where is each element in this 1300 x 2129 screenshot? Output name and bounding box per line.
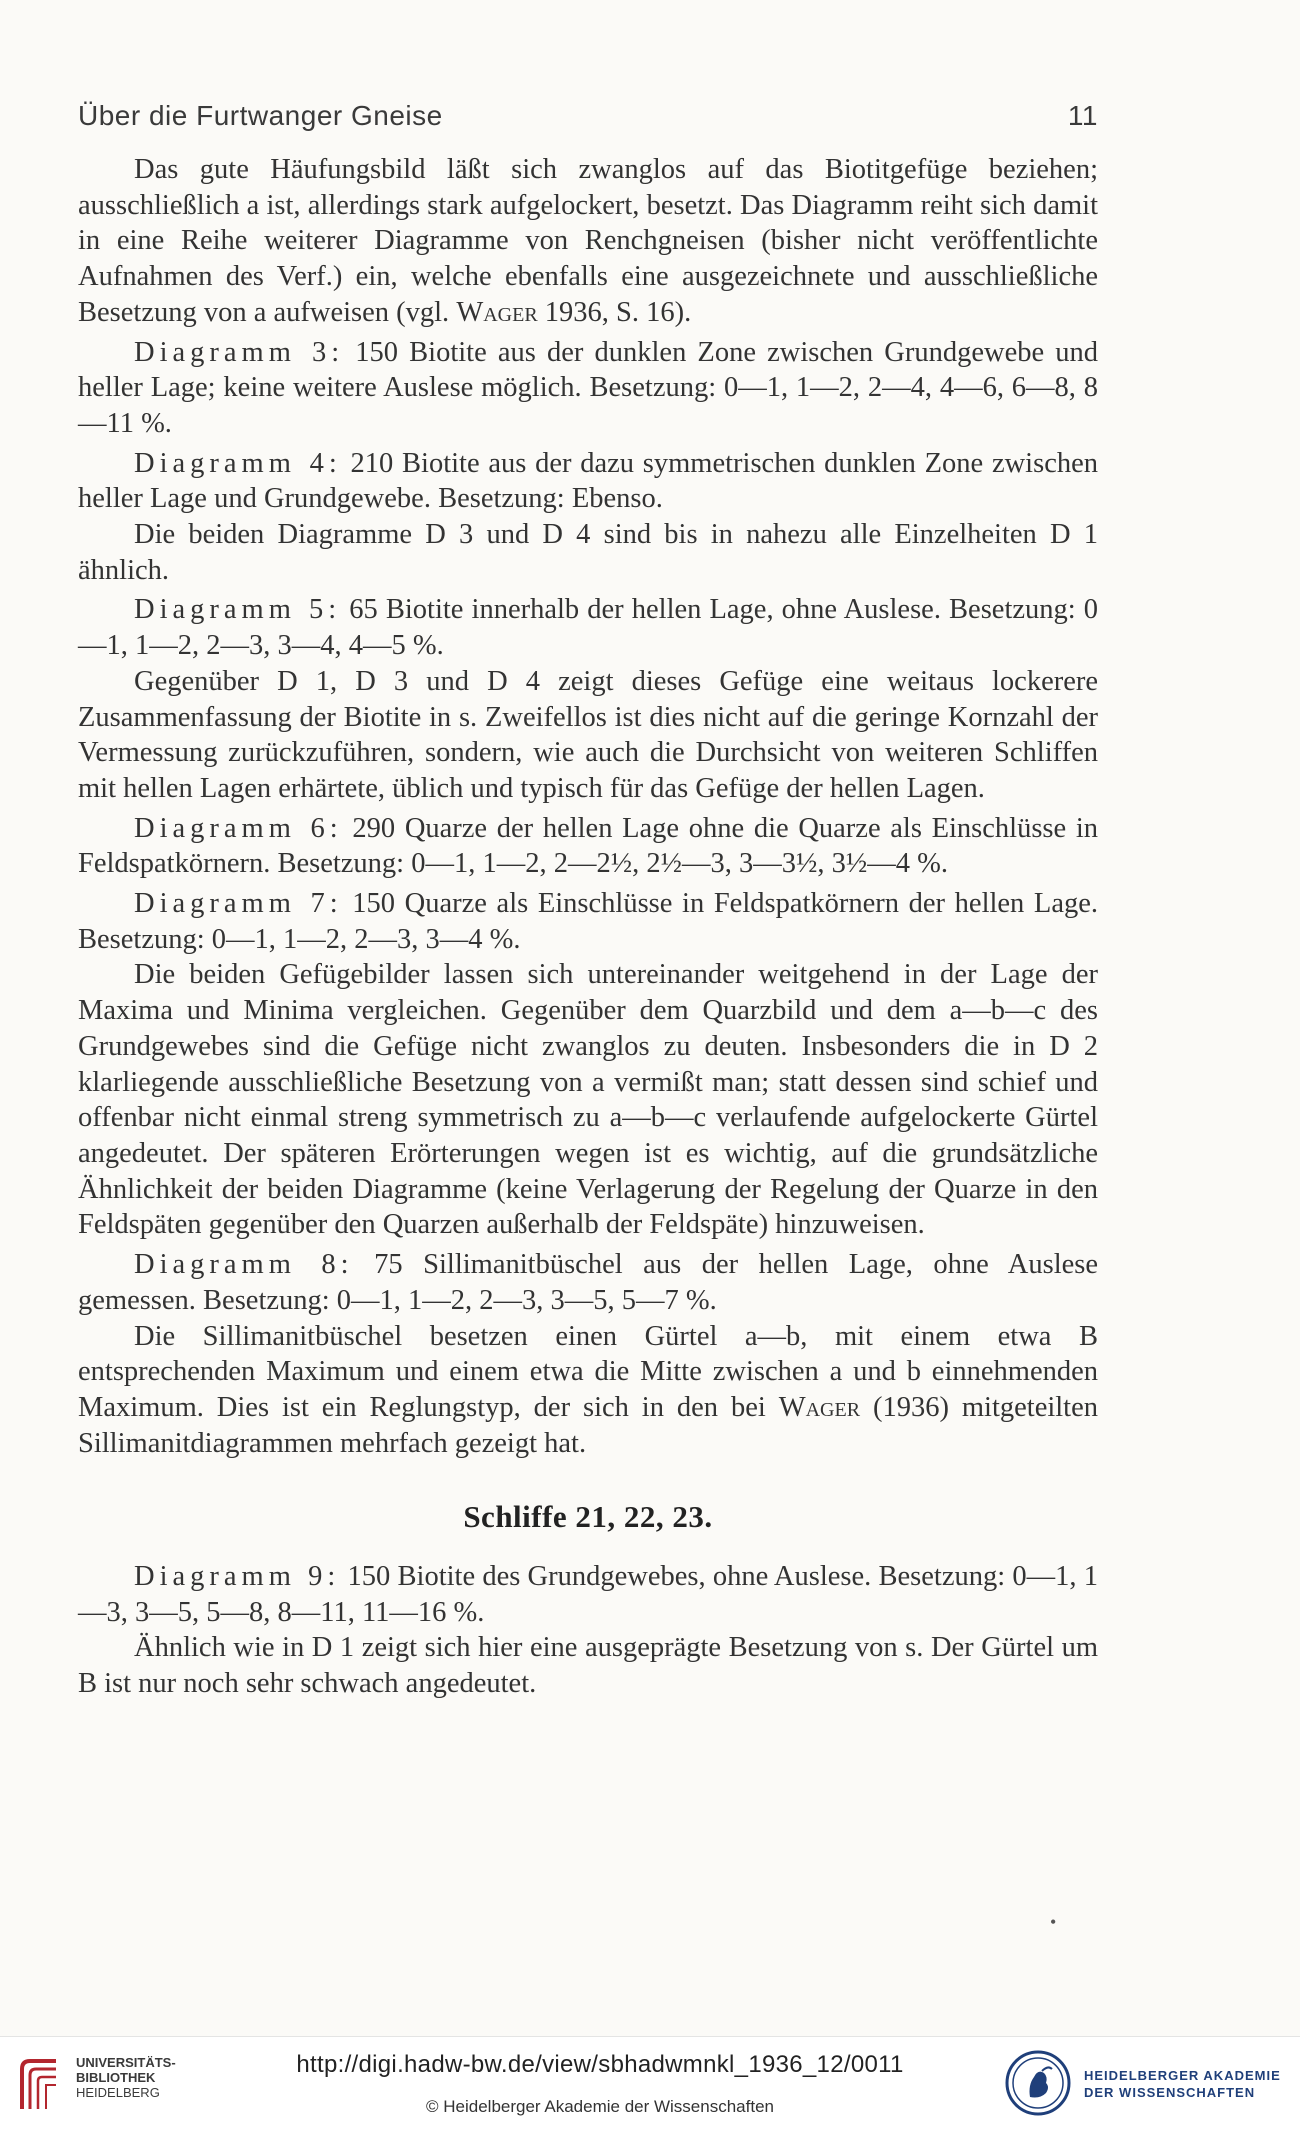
section-heading: Schliffe 21, 22, 23. xyxy=(463,1499,713,1535)
diagram-label: Diagramm 5: xyxy=(134,594,342,626)
diagram-6-paragraph xyxy=(78,811,1098,882)
diagram-label: Diagramm 7: xyxy=(134,888,343,920)
paragraph-text: Das gute Häufungsbild läßt sich zwanglos auf das Biotitgefüge beziehen; ausschließlich a ist, allerdings stark aufgelockert, besetzt. Das Diagramm reiht sich damit in eine Reihe weiterer Diagramme von Renchgneisen (bisher nicht veröffentlichte Aufnahmen des Verf.) ein, welche ebenfalls eine ausgezeichnete und ausschließliche Besetzung von a aufweisen (vgl. xyxy=(78,154,1098,328)
running-head xyxy=(78,100,1098,132)
diagram-label: Diagramm 3: xyxy=(134,336,345,368)
paragraph-final: Ähnlich wie in D 1 zeigt sich hier eine ausgeprägte Besetzung von s. Der Gürtel um B ist nur noch sehr schwach angedeutet. xyxy=(78,1632,1098,1700)
paragraph-text: 75 Sillimanitbüschel aus der hellen Lage, ohne Auslese gemessen. Besetzung: 0—1, 1—2, 2—3, 3—5, 5—7 %. xyxy=(78,1249,1099,1316)
paragraph-text: 1936, S. 16). xyxy=(544,296,692,328)
author-name: Wager xyxy=(456,296,538,328)
diagram-5-paragraph xyxy=(78,592,1098,663)
paragraph-sillimanite xyxy=(78,1319,1098,1462)
ub-heidelberg-logo[interactable] xyxy=(14,2051,176,2115)
diagram-label: Diagramm 6: xyxy=(134,812,343,844)
hadw-name-line-2: DER WISSENSCHAFTEN xyxy=(1084,2085,1256,2100)
paragraph-text: 210 Biotite aus der dazu symmetrischen dunklen Zone zwischen heller Lage und Grundgewebe. Besetzung: Ebenso. xyxy=(78,447,1098,515)
page-number: 11 xyxy=(1067,100,1098,131)
diagram-3-paragraph xyxy=(78,335,1098,442)
ub-name-line-3: HEIDELBERG xyxy=(76,2085,160,2100)
hadw-name-line-1: HEIDELBERGER AKADEMIE xyxy=(1084,2068,1281,2083)
paragraph-discussion: Gegenüber D 1, D 3 und D 4 zeigt dieses Gefüge eine weitaus lockerere Zusammenfassung der Biotite in s. Zweifellos ist dies nicht auf die geringe Kornzahl der Vermessung zurückzuführen, sondern, wie auch die Durchsicht von weiteren Schliffen mit hellen Lagen erhärtete, üblich und typisch für das Gefüge der hellen Lagen. xyxy=(78,665,1098,804)
footer-bar xyxy=(0,2036,1300,2129)
stray-mark: • xyxy=(1050,1912,1057,1932)
diagram-9-paragraph xyxy=(78,1559,1098,1630)
ub-logo-icon xyxy=(14,2055,64,2113)
diagram-label: Diagramm 8: xyxy=(134,1249,354,1281)
paragraph-text: 65 Biotite innerhalb der hellen Lage, ohne Auslese. Besetzung: 0—1, 1—2, 2—3, 3—4, 4—5 %. xyxy=(78,594,1099,662)
paragraph-text: 150 Biotite aus der dunklen Zone zwischen Grundgewebe und heller Lage; keine weitere Auslese möglich. Besetzung: 0—1, 1—2, 2—4, 4—6, 6—8, 8—11 %. xyxy=(78,336,1099,439)
diagram-label: Diagramm 9: xyxy=(134,1561,341,1593)
running-title: Über die Furtwanger Gneise xyxy=(78,100,443,131)
paragraph-quartz-discussion: Die beiden Gefügebilder lassen sich untereinander weitgehend in der Lage der Maxima und Minima vergleichen. Gegenüber dem Quarzbild und dem a—b—c des Grundgewebes sind die Gefüge nicht zwanglos zu deuten. Insbesonders die in D 2 klarliegende ausschließliche Besetzung von a vermißt man; statt dessen sind schief und offenbar nicht einmal streng symmetrisch zu a—b—c verlaufende aufgelockerte Gürtel angedeutet. Der späteren Erörterungen wegen ist es wichtig, auf die grundsätzliche Ähnlichkeit der beiden Diagramme (keine Verlagerung der Regelung der Quarze in den Feldspäten gegenüber den Quarzen außerhalb der Feldspäte) hinzuweisen. xyxy=(78,959,1098,1241)
body-text xyxy=(78,152,1098,1702)
paragraph-comparison: Die beiden Diagramme D 3 und D 4 sind bis in nahezu alle Einzelheiten D 1 ähnlich. xyxy=(78,519,1098,586)
paragraph-text: 290 Quarze der hellen Lage ohne die Quarze als Einschlüsse in Feldspatkörnern. Besetzung: 0—1, 1—2, 2—2½, 2½—3, 3—3½, 3½—4 %. xyxy=(78,812,1098,880)
ub-name-line-2: BIBLIOTHEK xyxy=(76,2070,156,2085)
diagram-4-paragraph xyxy=(78,446,1098,517)
copyright-notice: © Heidelberger Akademie der Wissenschaften xyxy=(426,2097,774,2116)
ub-name-line-1: UNIVERSITÄTS- xyxy=(76,2055,176,2070)
paragraph-text: 150 Biotite des Grundgewebes, ohne Auslese. Besetzung: 0—1, 1—3, 3—5, 5—8, 8—11, 11—16 %. xyxy=(78,1561,1099,1628)
author-name: Wager xyxy=(778,1391,861,1423)
permalink-url[interactable]: http://digi.hadw-bw.de/view/sbhadwmnkl_1936_12/0011 xyxy=(296,2051,904,2078)
diagram-label: Diagramm 4: xyxy=(134,447,342,479)
diagram-8-paragraph xyxy=(78,1247,1098,1318)
paragraph-text: Die Sillimanitbüschel besetzen einen Gürtel a—b, mit einem etwa B entsprechenden Maximum und einem etwa die Mitte zwischen a und b einnehmenden Maximum. Dies ist ein Reglungstyp, der sich in den bei xyxy=(78,1320,1098,1423)
paragraph-1 xyxy=(78,152,1098,331)
hadw-logo[interactable] xyxy=(1004,2049,1294,2119)
paragraph-text: 150 Quarze als Einschlüsse in Feldspatkörnern der hellen Lage. Besetzung: 0—1, 1—2, 2—3, 3—4 %. xyxy=(78,888,1099,955)
paragraph-text: (1936) mitgeteilten Sillimanitdiagrammen mehrfach gezeigt hat. xyxy=(78,1391,1098,1459)
diagram-7-paragraph xyxy=(78,886,1098,957)
academy-seal-icon xyxy=(1004,2049,1072,2117)
